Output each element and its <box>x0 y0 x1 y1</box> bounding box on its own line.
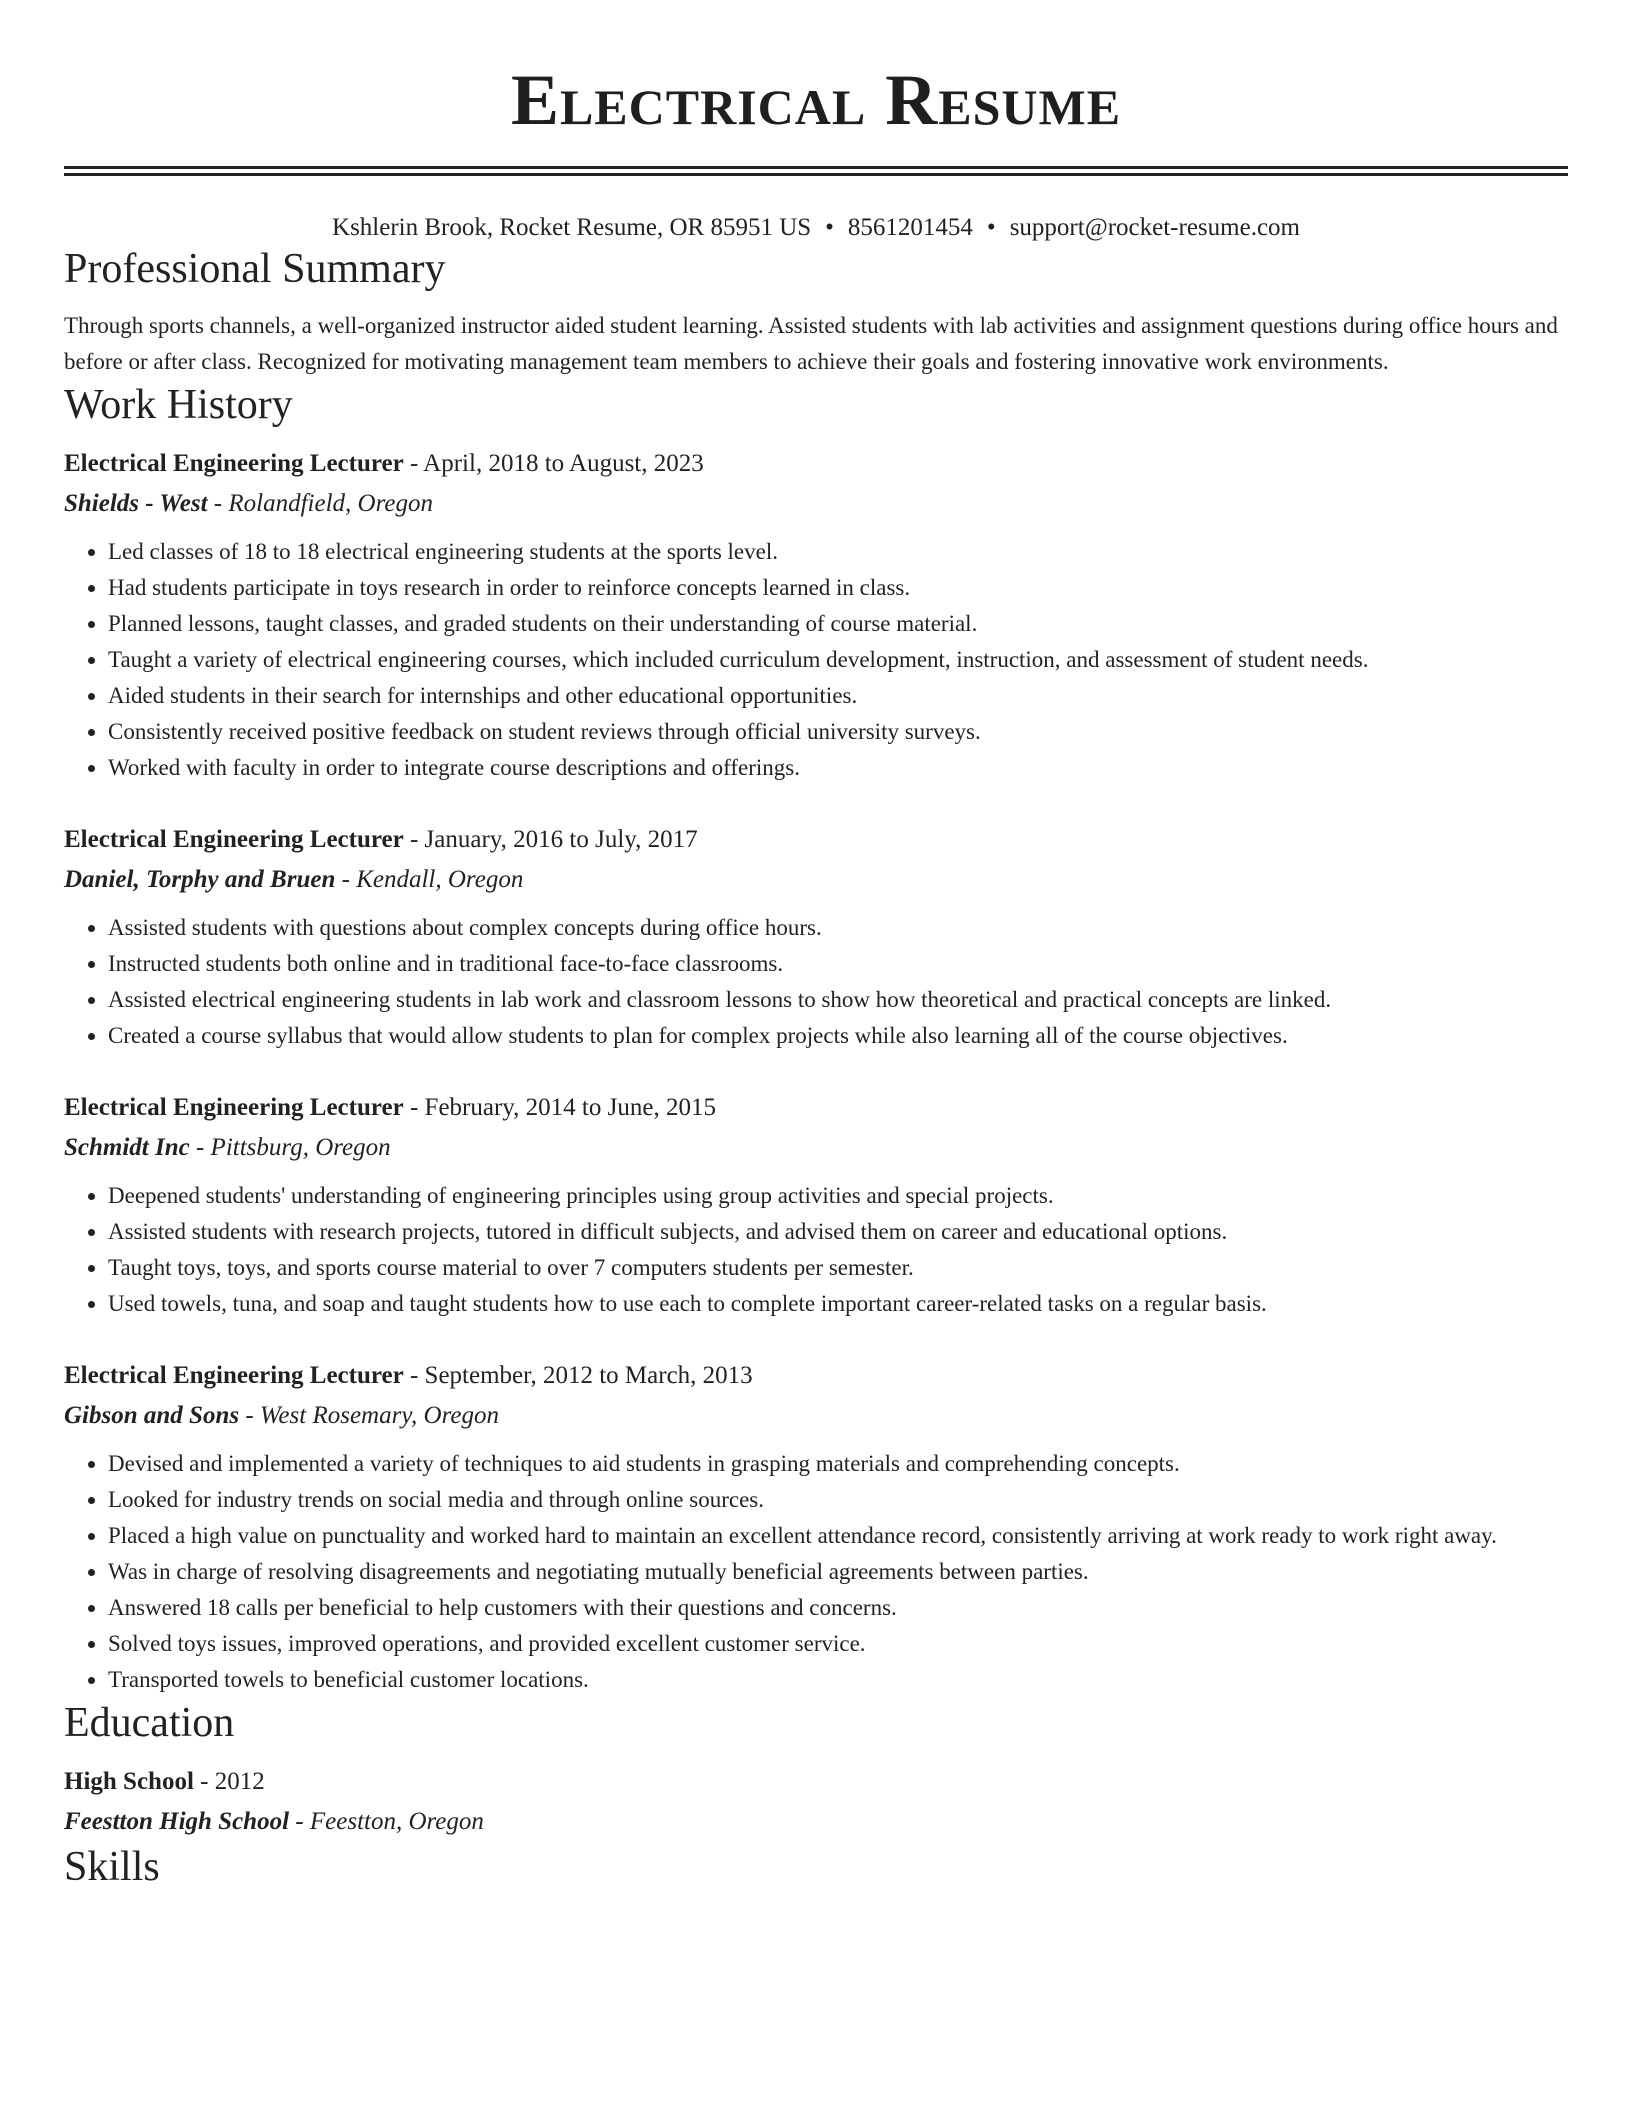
job-duty-item: • Worked with faculty in order to integrate course descriptions and offerings. <box>108 750 1568 786</box>
job-title-line <box>64 444 1568 484</box>
job-entry <box>64 1356 1568 1698</box>
job-duty-item: • Placed a high value on punctuality and worked hard to maintain an excellent attendance record, consistently arriving at work ready to work right away. <box>108 1518 1568 1554</box>
job-entry <box>64 820 1568 1054</box>
job-company: Shields - West <box>64 490 208 517</box>
title-divider <box>64 166 1568 176</box>
education-school-line <box>64 1802 1568 1842</box>
job-location: - Kendall, Oregon <box>335 866 524 893</box>
skills-heading: Skills <box>64 1844 160 1890</box>
job-duty-item: • Devised and implemented a variety of techniques to aid students in grasping materials and comprehending concepts. <box>108 1446 1568 1482</box>
job-dates: - January, 2016 to July, 2017 <box>403 826 698 853</box>
job-duty-item: • Created a course syllabus that would allow students to plan for complex projects while also learning all of the course objectives. <box>108 1018 1568 1054</box>
job-duty-item: • Taught a variety of electrical engineering courses, which included curriculum development, instruction, and assessment of student needs. <box>108 642 1568 678</box>
job-company-line <box>64 860 1568 900</box>
job-role: Electrical Engineering Lecturer <box>64 450 404 477</box>
job-duties-list <box>64 910 1568 1054</box>
job-duty-item: • Solved toys issues, improved operations, and provided excellent customer service. <box>108 1626 1568 1662</box>
job-company: Daniel, Torphy and Bruen <box>64 866 336 893</box>
job-duty-item: • Taught toys, toys, and sports course material to over 7 computers students per semester. <box>108 1250 1568 1286</box>
contact-email: support@rocket-resume.com <box>1009 214 1300 241</box>
job-duty-item: • Assisted students with research projects, tutored in difficult subjects, and advised them on career and educational options. <box>108 1214 1568 1250</box>
job-duty-item: • Led classes of 18 to 18 electrical engineering students at the sports level. <box>108 534 1568 570</box>
job-duty-item: • Aided students in their search for internships and other educational opportunities. <box>108 678 1568 714</box>
job-title-line <box>64 1356 1568 1396</box>
job-location: - Pittsburg, Oregon <box>189 1134 391 1161</box>
resume-title: Electrical Resume <box>510 60 1122 140</box>
job-role: Electrical Engineering Lecturer <box>64 826 404 853</box>
contact-separator: • <box>825 214 834 241</box>
job-location: - West Rosemary, Oregon <box>239 1402 500 1429</box>
job-location: - Rolandfield, Oregon <box>207 490 433 517</box>
job-duty-item: • Assisted students with questions about complex concepts during office hours. <box>108 910 1568 946</box>
contact-separator: • <box>986 214 996 241</box>
work-history-heading: Work History <box>64 382 293 428</box>
education-entry <box>64 1762 1568 1842</box>
job-duty-item: • Planned lessons, taught classes, and graded students on their understanding of course material. <box>108 606 1568 642</box>
job-duty-item: • Assisted electrical engineering students in lab work and classroom lessons to show how theoretical and practical concepts are linked. <box>108 982 1568 1018</box>
job-duty-item: • Looked for industry trends on social media and through online sources. <box>108 1482 1568 1518</box>
education-school: Feestton High School <box>64 1808 290 1835</box>
job-company: Gibson and Sons <box>64 1402 240 1429</box>
job-duties-list <box>64 1178 1568 1322</box>
contact-phone: 8561201454 <box>847 214 973 241</box>
job-entry <box>64 1088 1568 1322</box>
job-duty-item: • Deepened students' understanding of engineering principles using group activities and special projects. <box>108 1178 1568 1214</box>
job-dates: - February, 2014 to June, 2015 <box>403 1094 716 1121</box>
job-duty-item: • Consistently received positive feedback on student reviews through official university surveys. <box>108 714 1568 750</box>
job-dates: - September, 2012 to March, 2013 <box>403 1362 753 1389</box>
job-title-line <box>64 1088 1568 1128</box>
job-duty-item: • Answered 18 calls per beneficial to help customers with their questions and concerns. <box>108 1590 1568 1626</box>
job-title-line <box>64 820 1568 860</box>
job-duty-item: • Instructed students both online and in traditional face-to-face classrooms. <box>108 946 1568 982</box>
job-company-line <box>64 1396 1568 1436</box>
contact-line <box>64 212 1568 244</box>
contact-address: Kshlerin Brook, Rocket Resume, OR 85951 US <box>332 214 812 241</box>
job-company-line <box>64 1128 1568 1168</box>
job-duty-item: • Was in charge of resolving disagreements and negotiating mutually beneficial agreements between parties. <box>108 1554 1568 1590</box>
education-degree: High School <box>64 1768 194 1795</box>
education-heading: Education <box>64 1700 235 1746</box>
job-duty-item: • Had students participate in toys research in order to reinforce concepts learned in class. <box>108 570 1568 606</box>
job-dates: - April, 2018 to August, 2023 <box>403 450 704 477</box>
summary-heading: Professional Summary <box>64 246 446 292</box>
job-duty-item: • Used towels, tuna, and soap and taught students how to use each to complete important career-related tasks on a regular basis. <box>108 1286 1568 1322</box>
job-role: Electrical Engineering Lecturer <box>64 1362 404 1389</box>
summary-text: Through sports channels, a well-organized instructor aided student learning. Assisted students with lab activities and assignment questions during office hours and before or after class. Recognized for motivating management team members to achieve their goals and fostering innovative work environments. <box>64 313 1558 374</box>
job-entry <box>64 444 1568 786</box>
job-company: Schmidt Inc <box>64 1134 190 1161</box>
job-role: Electrical Engineering Lecturer <box>64 1094 404 1121</box>
job-company-line <box>64 484 1568 524</box>
education-degree-line <box>64 1762 1568 1802</box>
job-duties-list <box>64 534 1568 786</box>
job-duties-list <box>64 1446 1568 1698</box>
work-history-list <box>64 444 1568 1698</box>
job-duty-item: • Transported towels to beneficial customer locations. <box>108 1662 1568 1698</box>
education-year: - 2012 <box>193 1768 265 1795</box>
education-location: - Feestton, Oregon <box>289 1808 484 1835</box>
